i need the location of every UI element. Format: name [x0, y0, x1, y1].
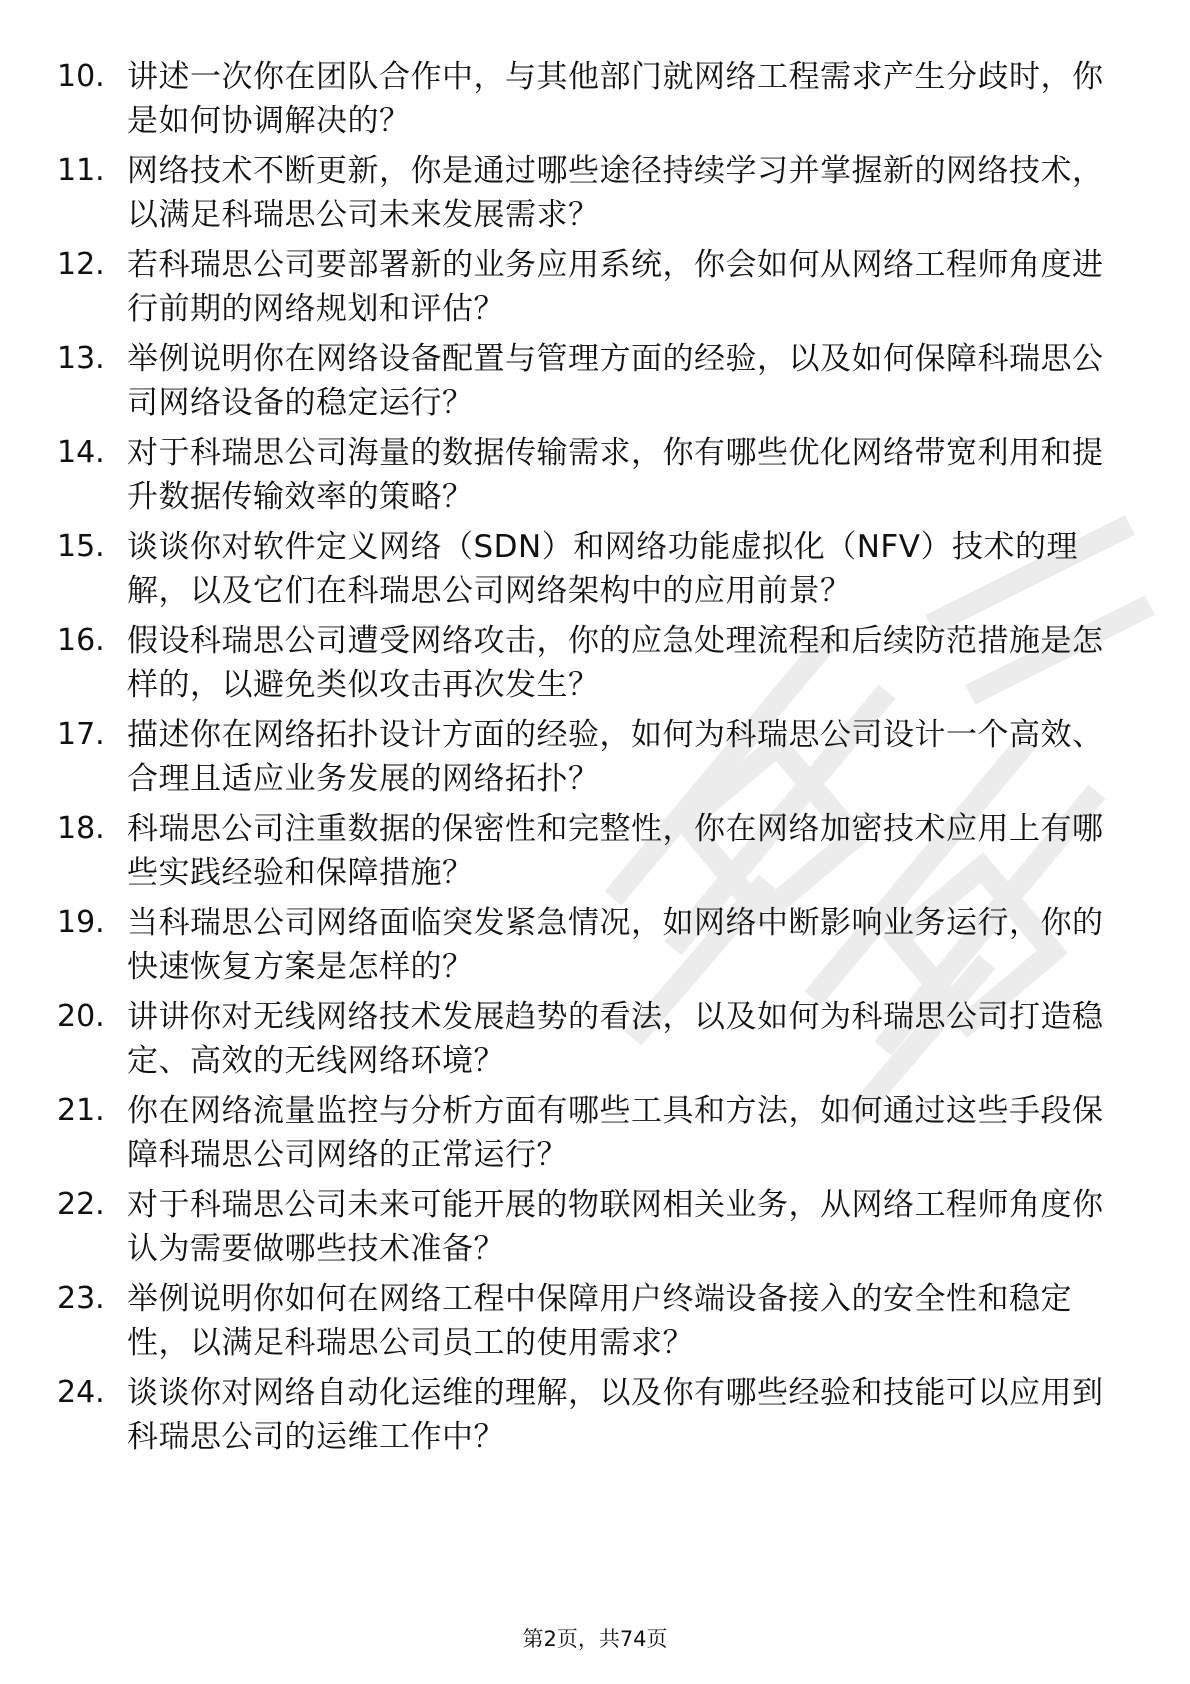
question-text: 举例说明你在网络设备配置与管理方面的经验，以及如何保障科瑞思公司网络设备的稳定运行？ [127, 341, 1104, 421]
question-item [0, 995, 1190, 1089]
question-number: 16. [57, 623, 105, 658]
question-list [0, 55, 1190, 1465]
question-item [0, 1183, 1190, 1277]
question-number: 23. [57, 1281, 105, 1316]
page-number-footer: 第2页，共74页 [522, 1627, 668, 1651]
question-text: 对于科瑞思公司海量的数据传输需求，你有哪些优化网络带宽利用和提升数据传输效率的策略？ [127, 435, 1104, 515]
question-item [0, 55, 1190, 149]
question-item [0, 807, 1190, 901]
question-text: 网络技术不断更新，你是通过哪些途径持续学习并掌握新的网络技术，以满足科瑞思公司未来发展需求？ [127, 153, 1104, 233]
question-number: 10. [57, 59, 105, 94]
question-text: 讲述一次你在团队合作中，与其他部门就网络工程需求产生分歧时，你是如何协调解决的？ [127, 59, 1104, 139]
question-text: 描述你在网络拓扑设计方面的经验，如何为科瑞思公司设计一个高效、合理且适应业务发展的网络拓扑？ [127, 717, 1104, 797]
question-number: 20. [57, 999, 105, 1034]
question-text: 对于科瑞思公司未来可能开展的物联网相关业务，从网络工程师角度你认为需要做哪些技术准备？ [127, 1187, 1104, 1267]
question-item [0, 713, 1190, 807]
question-text: 谈谈你对网络自动化运维的理解，以及你有哪些经验和技能可以应用到科瑞思公司的运维工作中？ [127, 1375, 1104, 1455]
question-item [0, 149, 1190, 243]
question-item [0, 1277, 1190, 1371]
question-item [0, 901, 1190, 995]
question-text: 举例说明你如何在网络工程中保障用户终端设备接入的安全性和稳定性，以满足科瑞思公司员工的使用需求？ [127, 1281, 1072, 1361]
question-number: 15. [57, 529, 105, 564]
question-number: 18. [57, 811, 105, 846]
question-text: 谈谈你对软件定义网络（SDN）和网络功能虚拟化（NFV）技术的理解，以及它们在科瑞思公司网络架构中的应用前景？ [127, 529, 1078, 609]
question-item [0, 243, 1190, 337]
question-item [0, 431, 1190, 525]
question-number: 17. [57, 717, 105, 752]
question-text: 假设科瑞思公司遭受网络攻击，你的应急处理流程和后续防范措施是怎样的，以避免类似攻击再次发生？ [127, 623, 1104, 703]
question-number: 22. [57, 1187, 105, 1222]
question-number: 14. [57, 435, 105, 470]
question-text: 讲讲你对无线网络技术发展趋势的看法，以及如何为科瑞思公司打造稳定、高效的无线网络环境？ [127, 999, 1104, 1079]
question-number: 12. [57, 247, 105, 282]
question-number: 19. [57, 905, 105, 940]
question-number: 11. [57, 153, 105, 188]
question-number: 21. [57, 1093, 105, 1128]
question-text: 你在网络流量监控与分析方面有哪些工具和方法，如何通过这些手段保障科瑞思公司网络的正常运行？ [127, 1093, 1104, 1173]
question-text: 科瑞思公司注重数据的保密性和完整性，你在网络加密技术应用上有哪些实践经验和保障措施？ [127, 811, 1104, 891]
question-text: 若科瑞思公司要部署新的业务应用系统，你会如何从网络工程师角度进行前期的网络规划和评估？ [127, 247, 1104, 327]
question-item [0, 1371, 1190, 1465]
question-item [0, 525, 1190, 619]
question-item [0, 619, 1190, 713]
question-item [0, 337, 1190, 431]
question-number: 24. [57, 1375, 105, 1410]
question-item [0, 1089, 1190, 1183]
question-number: 13. [57, 341, 105, 376]
question-text: 当科瑞思公司网络面临突发紧急情况，如网络中断影响业务运行，你的快速恢复方案是怎样的？ [127, 905, 1104, 985]
